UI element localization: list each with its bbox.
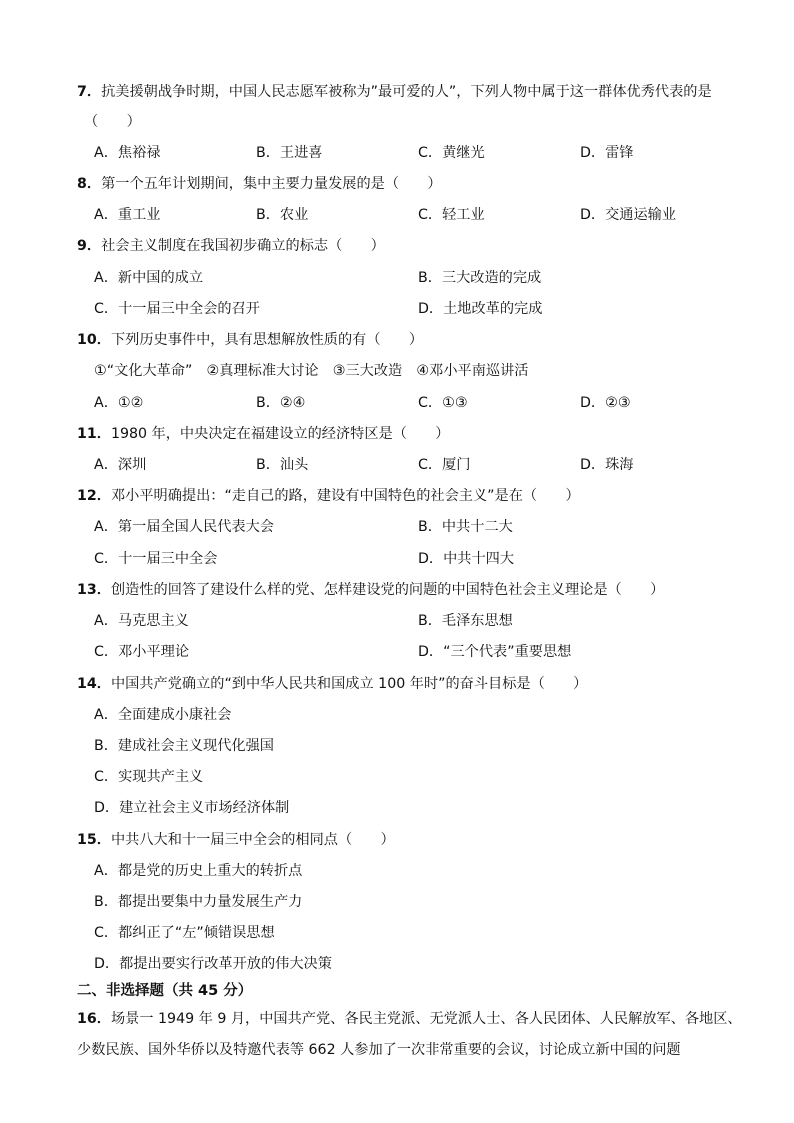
option-c: C．十一届三中全会的召开 <box>94 301 260 317</box>
option-a: A．全面建成小康社会 <box>94 707 232 723</box>
question-number: 10． <box>77 332 111 348</box>
option-c: C．厦门 <box>418 457 471 473</box>
question-7-options <box>0 142 794 164</box>
option-b: B．三大改造的完成 <box>418 270 542 286</box>
question-number: 13． <box>77 582 111 598</box>
question-7-stem-cont <box>0 111 794 133</box>
question-16-cont <box>0 1039 794 1061</box>
option-d: D．②③ <box>580 395 631 411</box>
question-12-options-row2 <box>0 548 794 570</box>
option-c: C．黄继光 <box>418 145 485 161</box>
option-b: B．建成社会主义现代化强国 <box>94 738 274 754</box>
section-title: 二、非选择题（共 45 分） <box>77 983 253 999</box>
option-c: C．轻工业 <box>418 207 485 223</box>
option-a: A．新中国的成立 <box>94 270 204 286</box>
question-12-options-row1 <box>0 516 794 538</box>
question-14-option-c <box>0 766 794 788</box>
question-number: 8． <box>77 176 102 192</box>
question-9 <box>0 235 794 257</box>
question-12 <box>0 485 794 507</box>
question-8 <box>0 173 794 195</box>
option-b: B．王进喜 <box>256 145 323 161</box>
option-b: B．汕头 <box>256 457 309 473</box>
option-a: A．深圳 <box>94 457 147 473</box>
question-stem: 邓小平明确提出：“走自己的路，建设有中国特色的社会主义”是在（ ） <box>110 488 580 504</box>
section-heading <box>0 980 794 1002</box>
question-15-option-a <box>0 860 794 882</box>
option-b: B．②④ <box>256 395 306 411</box>
question-9-options-row1 <box>0 267 794 289</box>
option-a: A．马克思主义 <box>94 613 189 629</box>
question-11 <box>0 423 794 445</box>
question-number: 11． <box>77 426 111 442</box>
option-b: B．中共十二大 <box>418 519 513 535</box>
question-16 <box>0 1008 794 1030</box>
question-8-options <box>0 204 794 226</box>
question-10-options <box>0 392 794 414</box>
option-d: D．建立社会主义市场经济体制 <box>94 800 290 816</box>
question-15-option-d <box>0 953 794 975</box>
question-14-option-d <box>0 797 794 819</box>
question-text-line1: 场景一 1949 年 9 月，中国共产党、各民主党派、无党派人士、各人民团体、人民解放军、各地区、 <box>110 1011 742 1027</box>
option-c: C．实现共产主义 <box>94 769 204 785</box>
option-b: B．都提出要集中力量发展生产力 <box>94 894 303 910</box>
question-number: 16． <box>77 1011 111 1027</box>
question-13-options-row2 <box>0 641 794 663</box>
question-number: 12． <box>77 488 111 504</box>
option-d: D．雷锋 <box>580 145 634 161</box>
question-stem: 1980 年，中央决定在福建设立的经济特区是（ ） <box>110 426 450 442</box>
option-d: D．“三个代表”重要思想 <box>418 644 572 660</box>
option-d: D．交通运输业 <box>580 207 677 223</box>
question-15 <box>0 829 794 851</box>
question-number: 7． <box>77 84 102 100</box>
question-stem: 抗美援朝战争时期，中国人民志愿军被称为”最可爱的人”，下列人物中属于这一群体优秀代表的是 <box>101 84 712 100</box>
question-15-option-c <box>0 922 794 944</box>
question-15-option-b <box>0 891 794 913</box>
question-11-options <box>0 454 794 476</box>
option-a: A．都是党的历史上重大的转折点 <box>94 863 303 879</box>
option-c: C．①③ <box>418 395 468 411</box>
question-stem: 下列历史事件中，具有思想解放性质的有（ ） <box>110 332 424 348</box>
question-14-option-a <box>0 704 794 726</box>
answer-blank: （ ） <box>84 114 141 130</box>
option-c: C．都纠正了“左”倾错误思想 <box>94 925 275 941</box>
question-number: 14． <box>77 676 111 692</box>
question-10 <box>0 329 794 351</box>
option-b: B．农业 <box>256 207 309 223</box>
question-9-options-row2 <box>0 298 794 320</box>
option-a: A．第一届全国人民代表大会 <box>94 519 274 535</box>
question-text-line2: 少数民族、国外华侨以及特邀代表等 662 人参加了一次非常重要的会议，讨论成立新中国的问题 <box>77 1042 681 1058</box>
option-b: B．毛泽东思想 <box>418 613 513 629</box>
question-14-option-b <box>0 735 794 757</box>
question-number: 9． <box>77 238 102 254</box>
question-stem: 第一个五年计划期间，集中主要力量发展的是（ ） <box>101 176 442 192</box>
question-10-items <box>0 360 794 382</box>
option-c: C．十一届三中全会 <box>94 551 218 567</box>
option-d: D．都提出要实行改革开放的伟大决策 <box>94 956 332 972</box>
option-d: D．中共十四大 <box>418 551 515 567</box>
question-stem: 中共八大和十一届三中全会的相同点（ ） <box>110 832 395 848</box>
question-7 <box>0 81 794 103</box>
event-list: ①“文化大革命” ②真理标准大讨论 ③三大改造 ④邓小平南巡讲活 <box>94 363 529 379</box>
question-stem: 创造性的回答了建设什么样的党、怎样建设党的问题的中国特色社会主义理论是（ ） <box>110 582 665 598</box>
option-a: A．焦裕禄 <box>94 145 161 161</box>
option-a: A．①② <box>94 395 144 411</box>
question-stem: 社会主义制度在我国初步确立的标志（ ） <box>101 238 385 254</box>
option-d: D．土地改革的完成 <box>418 301 543 317</box>
question-13-options-row1 <box>0 610 794 632</box>
question-13 <box>0 579 794 601</box>
option-a: A．重工业 <box>94 207 161 223</box>
question-stem: 中国共产党确立的“到中华人民共和国成立 100 年时”的奋斗目标是（ ） <box>110 676 588 692</box>
option-d: D．珠海 <box>580 457 634 473</box>
question-14 <box>0 673 794 695</box>
question-number: 15． <box>77 832 111 848</box>
option-c: C．邓小平理论 <box>94 644 190 660</box>
